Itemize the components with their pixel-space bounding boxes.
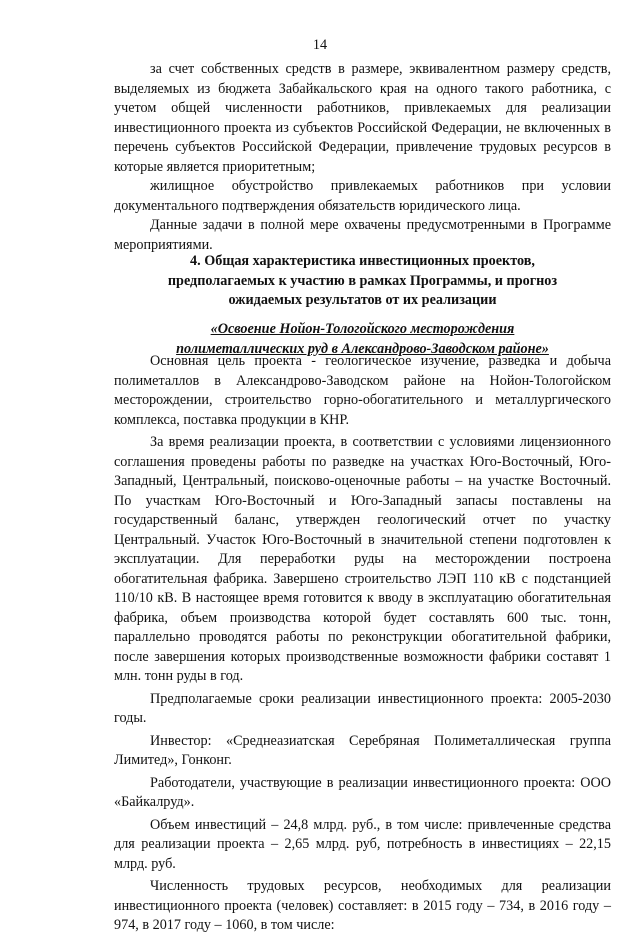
paragraph-goal: Основная цель проекта - геологическое изучение, разведка и добыча полиметаллов в Александрово-Заводском районе на Нойон-Тологойском месторождении, строительство горно-обогатительного и металлургического комплекса, поставка продукции в КНР. <box>114 353 611 428</box>
paragraph-investment: Объем инвестиций – 24,8 млрд. руб., в том числе: привлеченные средства для реализации проекта – 2,65 млрд. руб, потребность в инвестициях – 22,15 млрд. руб. <box>114 816 611 872</box>
paragraph-employers: Работодатели, участвующие в реализации инвестиционного проекта: ООО «Байкалруд». <box>114 774 611 810</box>
project-title-line: полиметаллических руд в Александрово-Заводском районе» <box>176 340 549 357</box>
paragraph-timeline: Предполагаемые сроки реализации инвестиционного проекта: 2005-2030 годы. <box>114 690 611 726</box>
paragraph-workforce: Численность трудовых ресурсов, необходимых для реализации инвестиционного проекта (человек) составляет: в 2015 году – 734, в 2016 году – 974, в 2017 году – 1060, в том числе: <box>114 878 611 933</box>
project-body <box>114 352 611 936</box>
paragraph-investor: Инвестор: «Среднеазиатская Серебряная Полиметаллическая группа Лимитед», Гонконг. <box>114 732 611 768</box>
section-heading-line: 4. Общая характеристика инвестиционных проектов, <box>190 253 535 269</box>
section-heading-line: предполагаемых к участию в рамках Программы, и прогноз <box>167 272 558 289</box>
section-heading <box>114 252 611 311</box>
intro-paragraph-2: жилищное обустройство привлекаемых работников при условии документального подтверждения обязательств юридического лица. <box>114 178 611 214</box>
paragraph-progress: За время реализации проекта, в соответствии с условиями лицензионного соглашения проведены работы по разведке на участках Юго-Восточный, Юго-Западный, Центральный, поисково-оценочные работы – на участке Восточный. По участкам Юго-Восточный и Юго-Западный запасы поставлены на государственный баланс, утвержден геологический отчет по участку Центральный. Участок Юго-Восточный в значительной степени подготовлен к эксплуатации. Для переработки руды на месторождении построена обогатительная фабрика. Завершено строительство ЛЭП 110 кВ с подстанцией 110/10 кВ. В настоящее время готовится к вводу в эксплуатацию обогатительная фабрика, объем производства которой будет составлять 600 тыс. тонн, параллельно проводятся работы по реконструкции обогатительной фабрики, после завершения которых производственные возможности фабрики составят 1 млн. тонн руды в год. <box>114 434 611 684</box>
project-title-line: «Освоение Нойон-Тологойского месторождения <box>210 321 515 337</box>
intro-block <box>114 60 611 255</box>
page-number: 14 <box>312 37 328 53</box>
intro-paragraph-3: Данные задачи в полной мере охвачены предусмотренными в Программе мероприятиями. <box>114 217 611 253</box>
section-heading-line: ожидаемых результатов от их реализации <box>228 292 497 308</box>
intro-paragraph-1: за счет собственных средств в размере, эквивалентном размеру средств, выделяемых из бюджета Забайкальского края на одного такого работника, с учетом общей численности работников, привлекаемых для реализации инвестиционного проекта из субъектов Российской Федерации, не включенных в перечень субъектов Российской Федерации, привлечение трудовых ресурсов в которые является приоритетным; <box>114 61 611 175</box>
